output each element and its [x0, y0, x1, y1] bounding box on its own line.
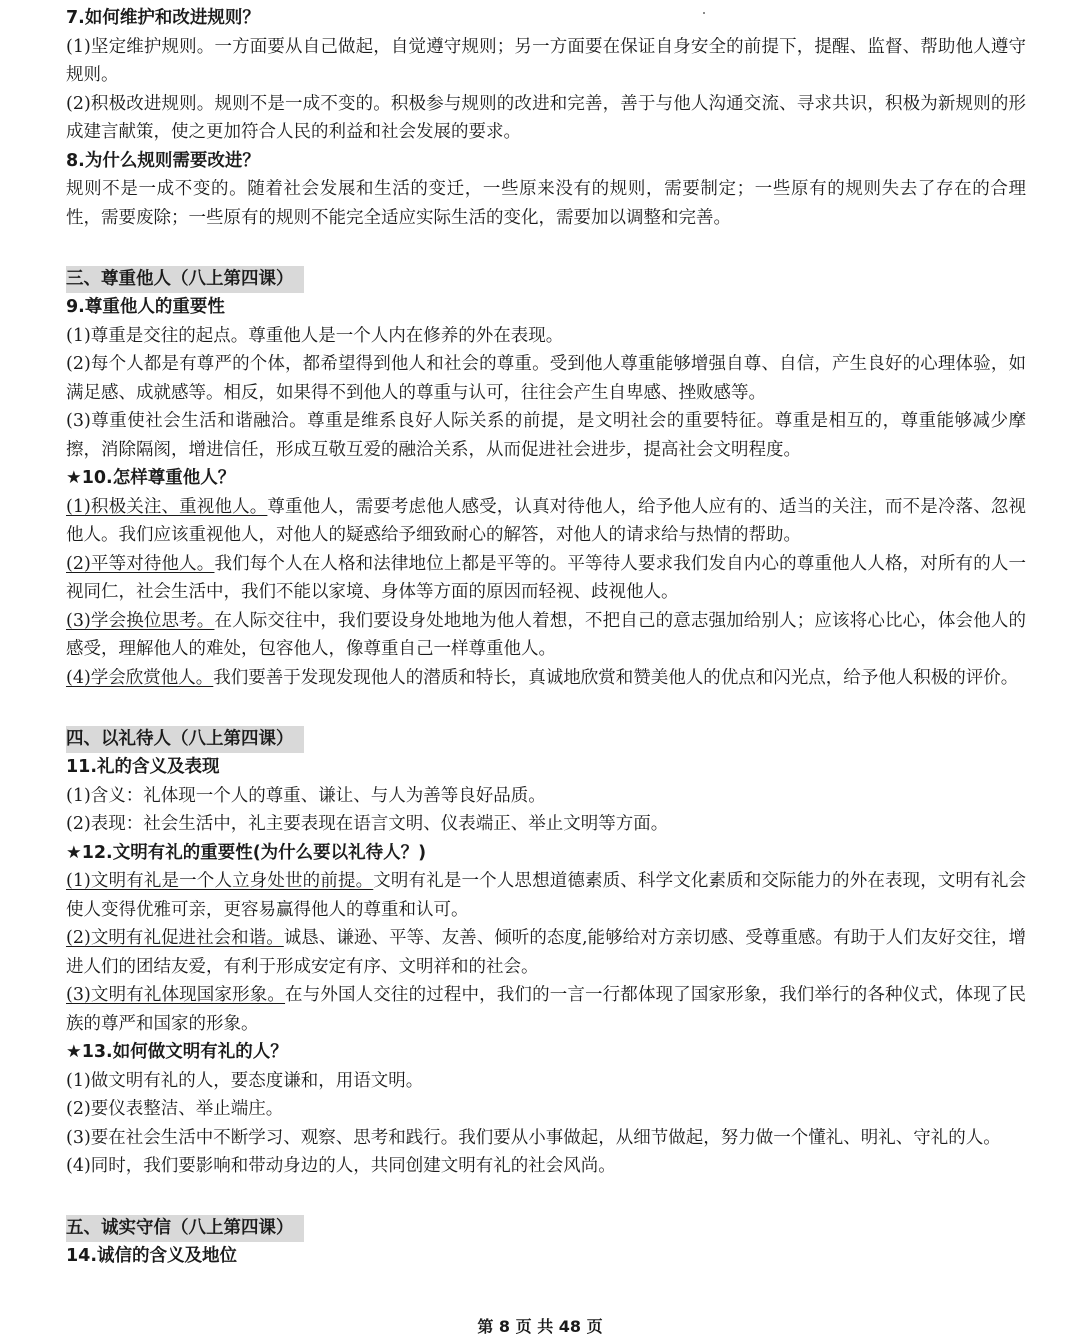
question-13-point-1: (1)做文明有礼的人，要态度谦和，用语文明。: [66, 1070, 424, 1091]
question-9-point-1: (1)尊重是交往的起点。尊重他人是一个人内在修养的外在表现。: [66, 325, 564, 346]
question-11-point-1: (1)含义：礼体现一个人的尊重、谦让、与人为善等良好品质。: [66, 785, 546, 806]
question-9-point-2: (2)每个人都是有尊严的个体，都希望得到他人和社会的尊重。受到他人尊重能够增强自尊、自信，产生良好的心理体验，如满足感、成就感等。相反，如果得不到他人的尊重与认可，往往会产生自卑感、挫败感等。: [66, 354, 1026, 403]
point-body: 诚恳、谦逊、平等、友善、倾听的态度,能够给对方亲切感、受尊重感。有助于人们友好交往，增进人们的团结友爱，有利于形成安定有序、文明祥和的社会。: [66, 928, 1026, 977]
question-14-heading: 14.诚信的含义及地位: [66, 1245, 238, 1266]
key-phrase: (1)文明有礼是一个人立身处世的前提。: [66, 871, 374, 891]
page-number-footer: 第 8 页 共 48 页: [477, 1317, 603, 1336]
key-phrase: (2)文明有礼促进社会和谐。: [66, 928, 284, 948]
question-13-point-4: (4)同时，我们要影响和带动身边的人，共同创建文明有礼的社会风尚。: [66, 1156, 616, 1176]
question-12-point-2: [66, 924, 1026, 981]
key-phrase: (3)文明有礼体现国家形象。: [66, 985, 286, 1005]
question-8-heading: 8.为什么规则需要改进？: [66, 150, 260, 171]
question-12-point-1: [66, 867, 1026, 924]
question-7-heading: 7.如何维护和改进规则？: [66, 8, 260, 28]
point-body: 在与外国人交往的过程中，我们的一言一行都体现了国家形象，我们举行的各种仪式，体现了民族的尊严和国家的形象。: [66, 985, 1027, 1034]
question-10-point-2: [66, 550, 1026, 607]
question-7-point-2: (2)积极改进规则。规则不是一成不变的。积极参与规则的改进和完善，善于与他人沟通交流、寻求共识，积极为新规则的形成建言献策，使之更加符合人民的利益和社会发展的要求。: [66, 93, 1026, 142]
question-8-answer: 规则不是一成不变的。随着社会发展和生活的变迁，一些原来没有的规则，需要制定；一些原有的规则失去了存在的合理性，需要废除；一些原有的规则不能完全适应实际生活的变化，需要加以调整和完善。: [66, 179, 1026, 228]
question-12-heading: ★12.文明有礼的重要性(为什么要以礼待人？): [66, 842, 427, 863]
point-body: 尊重他人，需要考虑他人感受，认真对待他人，给予他人应有的、适当的关注，而不是冷落、忽视他人。我们应该重视他人，对他人的疑惑给予细致耐心的解答，对他人的请求给与热情的帮助。: [66, 496, 1026, 545]
question-10-point-3: [66, 607, 1026, 664]
point-body: 我们每个人在人格和法律地位上都是平等的。平等待人要求我们发自内心的尊重他人人格，对所有的人一视同仁，社会生活中，我们不能以家境、身体等方面的原因而轻视、歧视他人。: [66, 553, 1026, 602]
question-13-heading: ★13.如何做文明有礼的人？: [66, 1042, 288, 1062]
document-page: [66, 4, 1026, 1270]
section-4-heading: 四、以礼待人（八上第四课）: [66, 726, 304, 753]
question-9-point-3: (3)尊重使社会生活和谐融洽。尊重是维系良好人际关系的前提，是文明社会的重要特征。尊重是相互的，尊重能够减少摩擦，消除隔阂，增进信任，形成互敬互爱的融洽关系，从而促进社会进步，提高社会文明程度。: [66, 411, 1026, 460]
question-9-heading: 9.尊重他人的重要性: [66, 297, 225, 317]
question-11-heading: 11.礼的含义及表现: [66, 757, 220, 777]
key-phrase: (3)学会换位思考。: [66, 610, 215, 631]
question-11-point-2: (2)表现：社会生活中，礼主要表现在语言文明、仪表端正、举止文明等方面。: [66, 814, 669, 834]
question-13-point-3: (3)要在社会生活中不断学习、观察、思考和践行。我们要从小事做起，从细节做起，努力做一个懂礼、明礼、守礼的人。: [66, 1127, 1001, 1148]
key-phrase: (4)学会欣赏他人。: [66, 667, 214, 688]
section-5-heading: 五、诚实守信（八上第四课）: [66, 1215, 304, 1242]
point-body: 我们要善于发现发现他人的潜质和特长，真诚地欣赏和赞美他人的优点和闪光点，给予他人积极的评价。: [213, 667, 1019, 688]
question-13-point-2: (2)要仪表整洁、举止端庄。: [66, 1099, 284, 1119]
question-10-point-4: [66, 664, 1026, 693]
question-10-point-1: [66, 493, 1026, 550]
key-phrase: (2)平等对待他人。: [66, 553, 215, 574]
question-7-point-1: (1)坚定维护规则。一方面要从自己做起，自觉遵守规则；另一方面要在保证自身安全的前提下，提醒、监督、帮助他人遵守规则。: [66, 36, 1026, 85]
question-10-heading: ★10.怎样尊重他人？: [66, 468, 236, 488]
question-12-point-3: [66, 981, 1026, 1038]
point-body: 在人际交往中，我们要设身处地地为他人着想，不把自己的意志强加给别人；应该将心比心，体会他人的感受，理解他人的难处，包容他人，像尊重自己一样尊重他人。: [66, 610, 1026, 659]
section-3-heading: 三、尊重他人（八上第四课）: [66, 266, 304, 293]
point-body: 文明有礼是一个人思想道德素质、科学文化素质和交际能力的外在表现，文明有礼会使人变得优雅可亲，更容易赢得他人的尊重和认可。: [66, 871, 1026, 920]
key-phrase: (1)积极关注、重视他人。: [66, 496, 268, 517]
